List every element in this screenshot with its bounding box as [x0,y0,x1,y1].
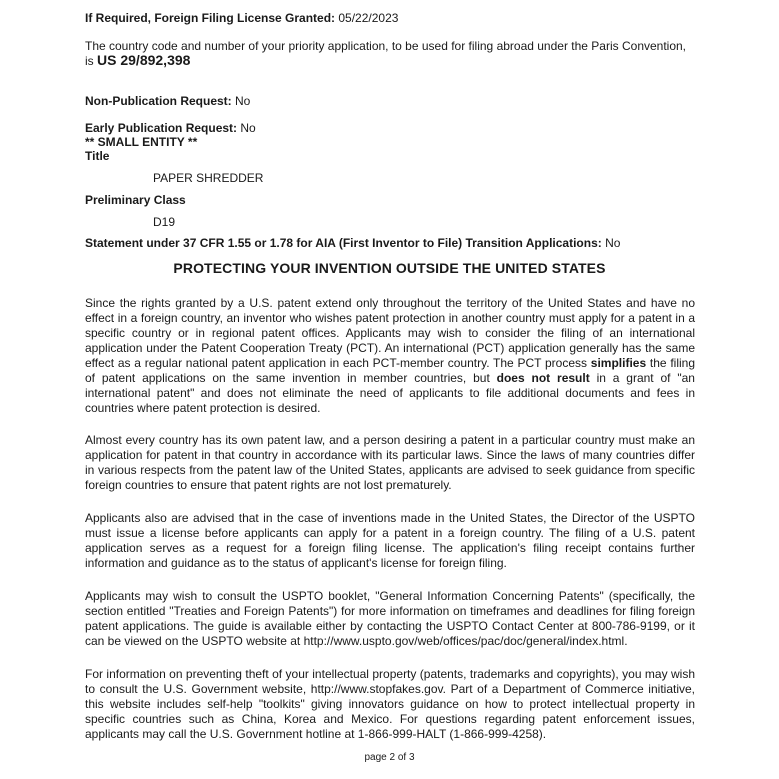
class-label: Preliminary Class [85,193,186,207]
page-number: page 2 of 3 [364,752,415,763]
paragraph-pct-part-c: in a grant of "an international patent" and does not eliminate the need of applicants to file additional documents and fees in countries where patent protection is desired. [85,371,695,415]
paragraph-pct-emphasis-does-not-result: does not result [496,371,590,385]
paragraph-pct [85,296,695,416]
class-value: D19 [153,215,176,229]
title-value: PAPER SHREDDER [153,171,264,185]
paragraph-pct-part-a: Since the rights granted by a U.S. patent extend only throughout the territory of the United States and have no effect in a foreign country, an inventor who wishes patent protection in another country must apply for a patent in a specific country or in regional patent offices. Applicants may wish to consider the filing of an international application under the Patent Cooperation Treaty (PCT). An international (PCT) application generally has the same effect as a regular national patent application in each PCT-member country. The PCT process [85,296,695,370]
section-title: PROTECTING YOUR INVENTION OUTSIDE THE UNITED STATES [173,260,606,276]
priority-is: is [85,54,94,68]
paragraph-foreign-laws: Almost every country has its own patent law, and a person desiring a patent in a particular country must make an application for patent in that country in accordance with its particular laws. Since the laws of many countries differ in various respects from the patent law of the United States, applicants are advised to seek guidance from specific foreign countries to ensure that patent rights are not lost prematurely. [85,433,695,492]
non-publication-value: No [235,94,251,108]
paragraph-uspto-booklet: Applicants may wish to consult the USPTO booklet, "General Information Concerning Patents" (specifically, the section entitled "Treaties and Foreign Patents") for more information on timeframes and deadlines for filing foreign patent applications. The guide is available either by contacting the USPTO Contact Center at 800-786-9199, or it can be viewed on the USPTO website at http://www.uspto.gov/web/offices/pac/doc/general/index.html. [85,589,695,648]
priority-number: US 29/892,398 [97,52,191,68]
foreign-filing-date: 05/22/2023 [338,11,399,25]
early-publication-value: No [240,121,256,135]
paragraph-foreign-license: Applicants also are advised that in the case of inventions made in the United States, the Director of the USPTO must issue a license before applicants can apply for a patent in a foreign country. The filing of a U.S. patent application serves as a request for a foreign filing license. The application's filing receipt contains further information and guidance as to the status of applicant's license for foreign filing. [85,511,695,570]
non-publication-line [85,94,250,108]
small-entity: ** SMALL ENTITY ** [85,135,198,149]
foreign-filing-label: If Required, Foreign Filing License Granted: [85,11,336,25]
priority-text: The country code and number of your priority application, to be used for filing abroad under the Paris Convention, [85,39,687,53]
paragraph-pct-emphasis-simplifies: simplifies [590,356,647,370]
statement-label: Statement under 37 CFR 1.55 or 1.78 for AIA (First Inventor to File) Transition Applications: [85,236,602,250]
early-publication-line [85,121,256,135]
foreign-filing-line [85,11,398,25]
non-publication-label: Non-Publication Request: [85,94,232,108]
statement-value: No [605,236,621,250]
statement-line [85,236,620,250]
paragraph-stopfakes: For information on preventing theft of your intellectual property (patents, trademarks and copyrights), you may wish to consult the U.S. Government website, http://www.stopfakes.gov. Part of a Department of Commerce initiative, this website includes self-help "toolkits" giving innovators guidance on how to protect intellectual property in specific countries such as China, Korea and Mexico. For questions regarding patent enforcement issues, applicants may call the U.S. Government hotline at 1-866-999-HALT (1-866-999-4258). [85,667,695,741]
priority-line [85,53,190,68]
paragraph-pct-part-b: the filing of patent applications on the same invention in member countries, but [85,356,695,385]
early-publication-label: Early Publication Request: [85,121,238,135]
title-label: Title [85,149,110,163]
